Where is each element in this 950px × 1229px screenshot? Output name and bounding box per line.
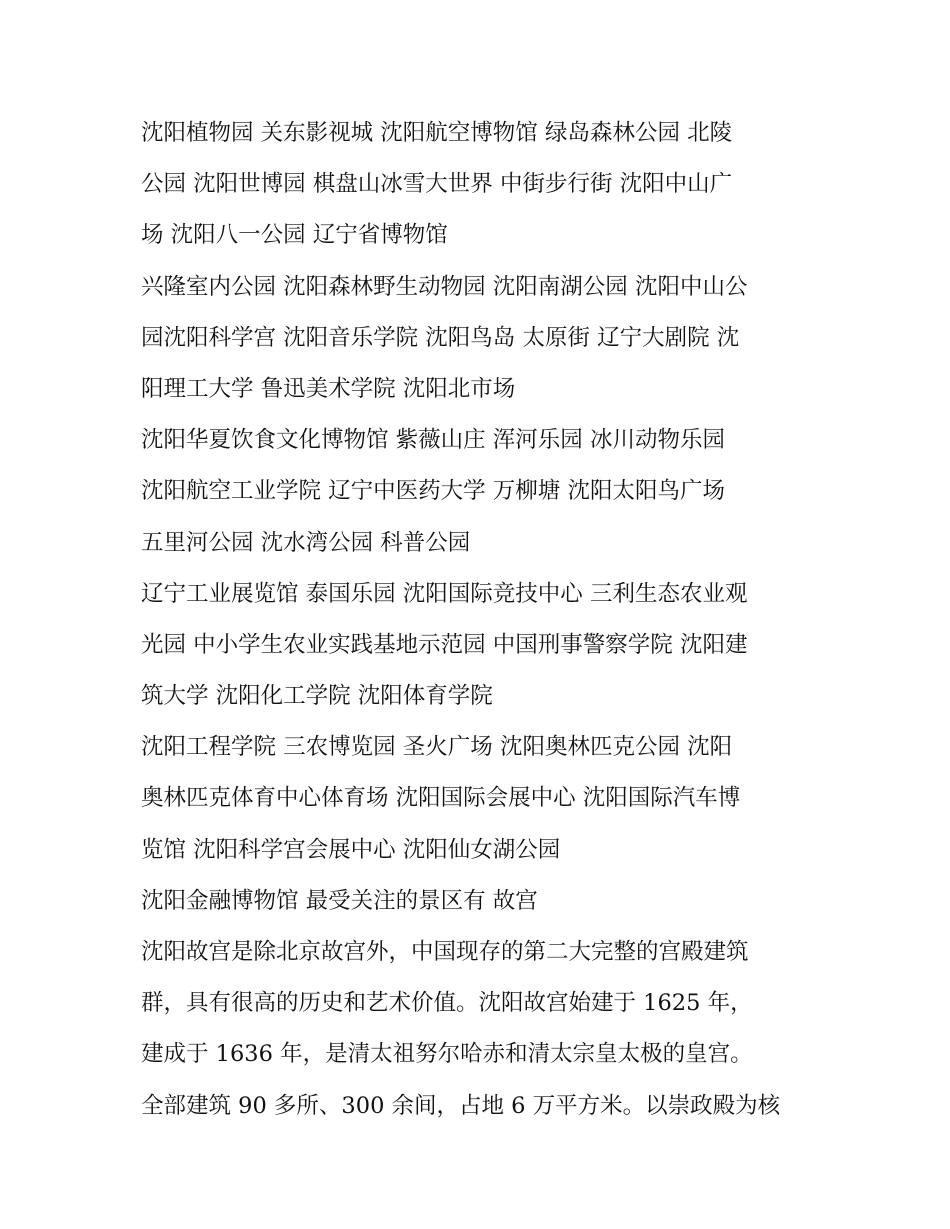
text-line: 全部建筑 90 多所、300 余间，占地 6 万平方米。以崇政殿为核 bbox=[141, 1092, 781, 1119]
text-line: 公园 沈阳世博园 棋盘山冰雪大世界 中街步行街 沈阳中山广 bbox=[141, 171, 733, 198]
text-line: 兴隆室内公园 沈阳森林野生动物园 沈阳南湖公园 沈阳中山公 bbox=[141, 273, 748, 300]
text-line: 园沈阳科学宫 沈阳音乐学院 沈阳鸟岛 太原街 辽宁大剧院 沈 bbox=[141, 324, 740, 351]
text-line: 辽宁工业展览馆 泰国乐园 沈阳国际竞技中心 三利生态农业观 bbox=[141, 580, 748, 607]
text-line: 筑大学 沈阳化工学院 沈阳体育学院 bbox=[141, 683, 493, 710]
text-line: 沈阳工程学院 三农博览园 圣火广场 沈阳奥林匹克公园 沈阳 bbox=[141, 734, 733, 761]
text-line: 沈阳故宫是除北京故宫外，中国现存的第二大完整的宫殿建筑 bbox=[141, 939, 749, 965]
text-line: 阳理工大学 鲁迅美术学院 沈阳北市场 bbox=[141, 375, 516, 402]
text-line: 沈阳华夏饮食文化博物馆 紫薇山庄 浑河乐园 冰川动物乐园 bbox=[141, 427, 725, 454]
text-line: 奥林匹克体育中心体育场 沈阳国际会展中心 沈阳国际汽车博 bbox=[141, 785, 741, 812]
document-body bbox=[141, 108, 821, 1132]
text-line: 五里河公园 沈水湾公园 科普公园 bbox=[141, 529, 471, 556]
text-line: 览馆 沈阳科学宫会展中心 沈阳仙女湖公园 bbox=[141, 836, 561, 863]
text-line: 沈阳航空工业学院 辽宁中医药大学 万柳塘 沈阳太阳鸟广场 bbox=[141, 478, 725, 505]
text-line: 沈阳植物园 关东影视城 沈阳航空博物馆 绿岛森林公园 北陵 bbox=[141, 120, 733, 146]
text-line: 场 沈阳八一公园 辽宁省博物馆 bbox=[141, 222, 448, 249]
text-line: 群，具有很高的历史和艺术价值。沈阳故宫始建于 1625 年， bbox=[141, 990, 753, 1017]
text-line: 光园 中小学生农业实践基地示范园 中国刑事警察学院 沈阳建 bbox=[141, 631, 748, 658]
text-line: 建成于 1636 年，是清太祖努尔哈赤和清太宗皇太极的皇宫。 bbox=[141, 1041, 753, 1068]
text-line: 沈阳金融博物馆 最受关注的景区有 故宫 bbox=[141, 887, 538, 914]
